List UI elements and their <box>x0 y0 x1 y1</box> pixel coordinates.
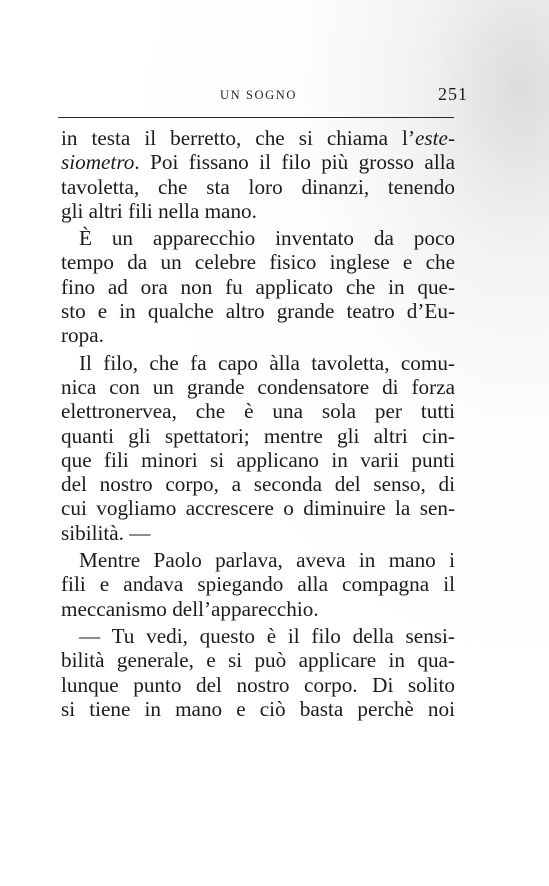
text-run: Mentre Paolo parlava, aveva in mano i <box>79 548 455 573</box>
text-line <box>61 175 455 199</box>
paragraph <box>61 351 455 545</box>
text-run: gli altri fili nella mano. <box>61 198 257 223</box>
text-line <box>61 496 455 520</box>
paragraph <box>61 624 455 721</box>
text-line <box>61 275 455 299</box>
text-run: ropa. <box>61 323 104 348</box>
text-run: . Poi fissano il filo più grosso alla <box>134 150 455 175</box>
text-line <box>61 323 455 347</box>
paragraph <box>61 126 455 223</box>
text-line <box>61 199 455 223</box>
text-run: si tiene in mano e ciò basta perchè noi <box>61 696 455 721</box>
text-run: sibilità. — <box>61 520 151 545</box>
running-title: UN SOGNO <box>220 88 298 102</box>
text-run: nica con un grande condensatore di forza <box>61 374 455 399</box>
text-run: del nostro corpo, a seconda del senso, di <box>61 472 455 497</box>
text-line <box>61 572 455 596</box>
italic-text: siometro <box>61 150 135 175</box>
text-line <box>61 472 455 496</box>
text-line <box>61 126 455 150</box>
paragraph <box>61 226 455 347</box>
text-line <box>61 521 455 545</box>
text-line <box>61 299 455 323</box>
header-rule <box>58 117 454 118</box>
text-run: cui vogliamo accrescere o diminuire la sen- <box>61 496 455 521</box>
text-line <box>61 548 455 572</box>
text-run: sto e in qualche altro grande teatro d’Eu- <box>61 299 455 324</box>
text-line <box>61 448 455 472</box>
text-run: in testa il berretto, che si chiama l’ <box>61 126 415 150</box>
text-run: fino ad ora non fu applicato che in que- <box>61 274 455 299</box>
text-run: que fili minori si applicano in varii punti <box>61 447 455 472</box>
text-line <box>61 648 455 672</box>
text-run: È un apparecchio inventato da poco <box>79 226 455 251</box>
text-run: lunque punto del nostro corpo. Di solito <box>61 672 455 697</box>
text-line <box>61 597 455 621</box>
text-line <box>61 250 455 274</box>
text-run: tempo da un celebre fisico inglese e che <box>61 250 455 275</box>
text-run: Il filo, che fa capo àlla tavoletta, comu- <box>79 350 455 375</box>
text-line <box>61 697 455 721</box>
text-line <box>61 399 455 423</box>
text-line <box>61 375 455 399</box>
italic-text: este- <box>415 126 455 150</box>
text-run: meccanismo dell’apparecchio. <box>61 596 319 621</box>
text-run: — Tu vedi, questo è il filo della sensi- <box>79 623 455 648</box>
text-run: bilità generale, e si può applicare in qua- <box>61 648 455 673</box>
paragraph <box>61 548 455 621</box>
page-header <box>60 84 468 108</box>
text-run: elettronervea, che è una sola per tutti <box>61 399 455 424</box>
text-run: fili e andava spiegando alla compagna il <box>61 572 455 597</box>
text-line <box>61 673 455 697</box>
page-number: 251 <box>438 84 468 104</box>
text-line <box>61 624 455 648</box>
text-line <box>61 226 455 250</box>
text-line <box>61 150 455 174</box>
text-line <box>61 424 455 448</box>
text-run: quanti gli spettatori; mentre gli altri cin- <box>61 423 455 448</box>
body-text <box>61 126 455 721</box>
text-run: tavoletta, che sta loro dinanzi, tenendo <box>61 174 455 199</box>
text-line <box>61 351 455 375</box>
